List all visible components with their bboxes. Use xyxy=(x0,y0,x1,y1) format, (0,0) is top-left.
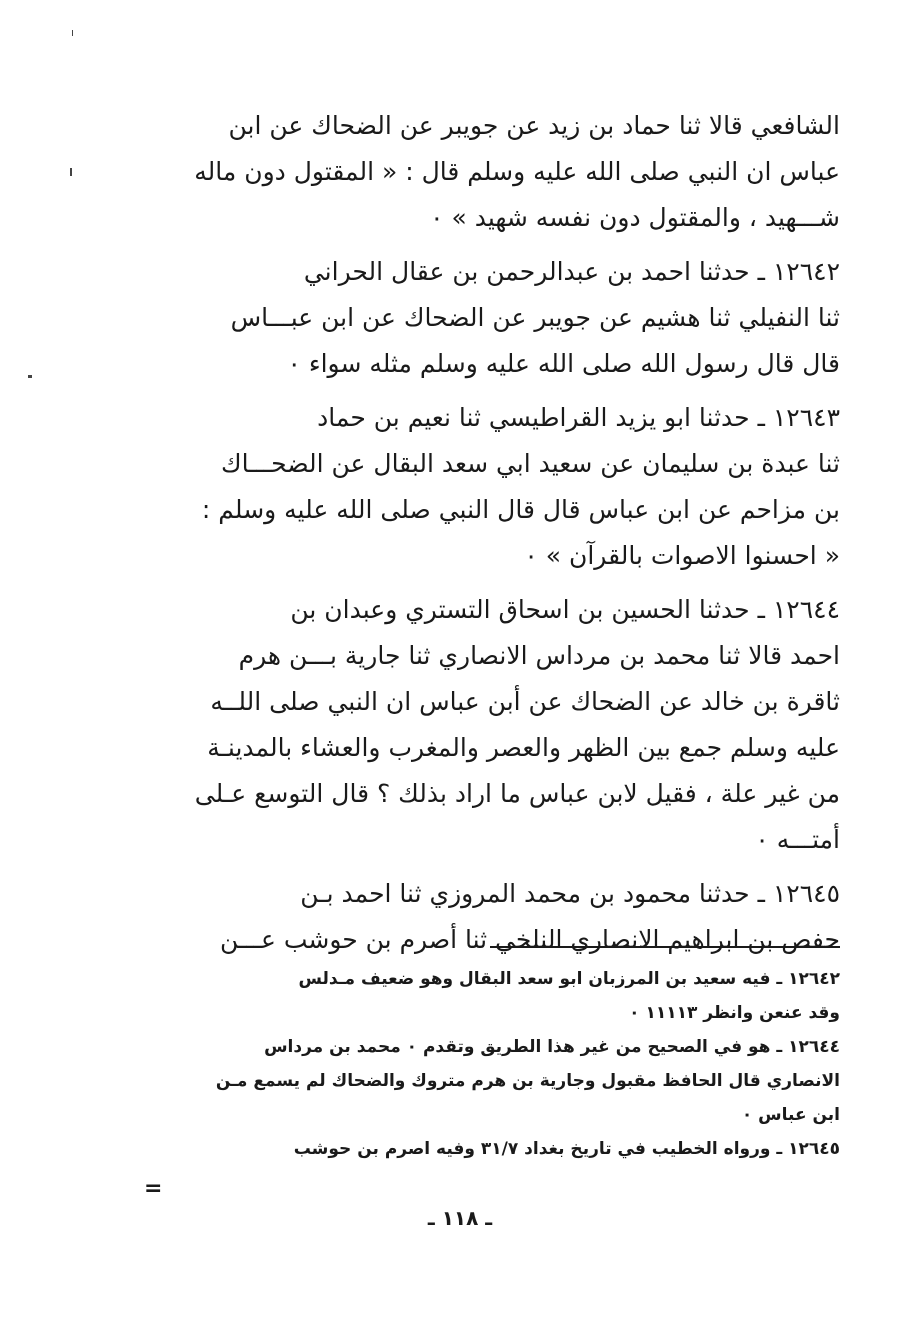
footnote-divider xyxy=(490,946,840,948)
scan-speck xyxy=(70,168,72,176)
text-line: ثاقرة بن خالد عن الضحاك عن أبن عباس ان النبي صلى اللــه xyxy=(210,687,840,716)
hadith-12643 xyxy=(130,395,840,579)
text-line: عباس ان النبي صلى الله عليه وسلم قال : « المقتول دون ماله xyxy=(194,157,840,186)
hadith-12644 xyxy=(130,587,840,863)
page-number: ـ ١١٨ ـ xyxy=(427,1206,493,1230)
text-line: احمد قالا ثنا محمد بن مرداس الانصاري ثنا جارية بـــن هرم xyxy=(238,641,840,670)
text-line: الشافعي قالا ثنا حماد بن زيد عن جويبر عن الضحاك عن ابن xyxy=(228,111,840,140)
text-line: شـــهيد ، والمقتول دون نفسه شهيد » ٠ xyxy=(430,203,840,232)
footnote-line: ابن عباس ٠ xyxy=(741,1105,840,1125)
footnote-line: ١٢٦٤٢ ـ فيه سعيد بن المرزبان ابو سعد البقال وهو ضعيف مـدلس xyxy=(298,969,840,989)
text-line: ١٢٦٤٤ ـ حدثنا الحسين بن اسحاق التستري وعبدان بن xyxy=(290,595,840,624)
scan-speck xyxy=(28,375,32,378)
scan-speck xyxy=(72,30,73,36)
text-line: قال قال رسول الله صلى الله عليه وسلم مثله سواء ٠ xyxy=(287,349,840,378)
text-line: من غير علة ، فقيل لابن عباس ما اراد بذلك ؟ قال التوسع عـلى xyxy=(194,779,840,808)
text-line: بن مزاحم عن ابن عباس قال قال النبي صلى الله عليه وسلم : xyxy=(201,495,840,524)
paragraph-continuation xyxy=(130,103,840,241)
text-line: ١٢٦٤٢ ـ حدثنا احمد بن عبدالرحمن بن عقال الحراني xyxy=(303,257,840,286)
footnote-line: الانصاري قال الحافظ مقبول وجارية بن هرم متروك والضحاك لم يسمع مـن xyxy=(215,1071,840,1091)
footnote-line: وقد عنعن وانظر ١١١١٣ ٠ xyxy=(629,1003,840,1023)
continuation-mark: = xyxy=(144,1176,163,1201)
text-line: حفص بن ابراهيم الانصاري النلخي ثنا أصرم بن حوشب عـــن xyxy=(219,925,840,954)
text-line: ثنا النفيلي ثنا هشيم عن جويبر عن الضحاك عن ابن عبـــاس xyxy=(230,303,840,332)
text-line: ثنا عبدة بن سليمان عن سعيد ابي سعد البقال عن الضحـــاك xyxy=(220,449,840,478)
hadith-12642 xyxy=(130,249,840,387)
footnote-line: ١٢٦٤٤ ـ هو في الصحيح من غير هذا الطريق وتقدم ٠ محمد بن مرداس xyxy=(264,1037,840,1057)
footnotes xyxy=(130,962,840,1166)
text-line: أمتـــه ٠ xyxy=(755,825,840,854)
footnote-line: ١٢٦٤٥ ـ ورواه الخطيب في تاريخ بغداد ٣١/٧ وفيه اصرم بن حوشب xyxy=(293,1139,840,1159)
hadith-12645 xyxy=(130,871,840,963)
main-text xyxy=(130,103,840,963)
text-line: « احسنوا الاصوات بالقرآن » ٠ xyxy=(524,541,840,570)
text-line: ١٢٦٤٥ ـ حدثنا محمود بن محمد المروزي ثنا احمد بـن xyxy=(300,879,840,908)
text-line: ١٢٦٤٣ ـ حدثنا ابو يزيد القراطيسي ثنا نعيم بن حماد xyxy=(317,403,840,432)
text-line: عليه وسلم جمع بين الظهر والعصر والمغرب والعشاء بالمدينـة xyxy=(207,733,840,762)
